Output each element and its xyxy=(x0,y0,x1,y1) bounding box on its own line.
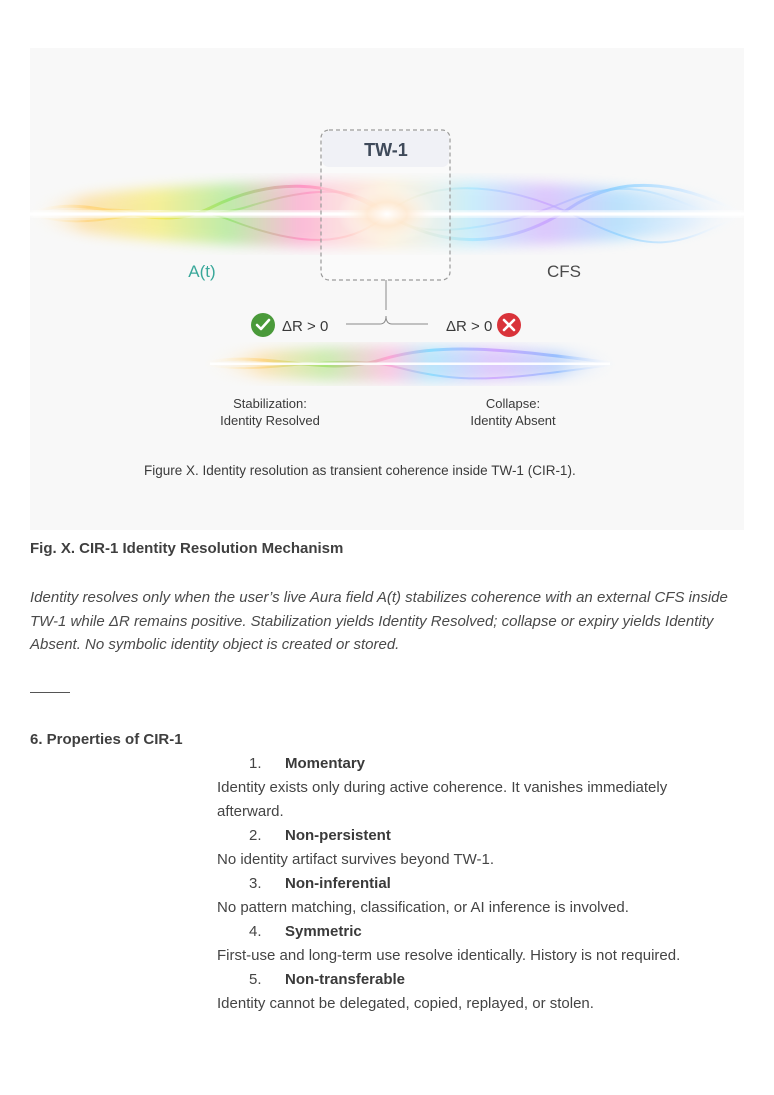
right-outcome-line1: Collapse: xyxy=(485,396,541,411)
secondary-wave-band xyxy=(200,346,620,382)
cfs-label: CFS xyxy=(547,262,581,281)
left-outcome-line2: Identity Resolved xyxy=(220,413,320,428)
properties-list xyxy=(217,752,757,1016)
property-name: Non-transferable xyxy=(285,971,406,988)
property-number: 5. xyxy=(249,971,262,988)
identity-resolution-figure xyxy=(30,48,744,530)
right-condition-text: ΔR > 0 xyxy=(446,318,493,335)
right-outcome-line2: Identity Absent xyxy=(470,413,556,428)
tw1-window xyxy=(321,130,450,280)
figure-caption-title: Fig. X. CIR-1 Identity Resolution Mechanism xyxy=(30,540,344,557)
property-number: 1. xyxy=(249,755,262,772)
property-number: 4. xyxy=(249,923,262,940)
property-item xyxy=(217,968,757,1016)
figure-svg xyxy=(30,48,744,530)
aura-field-label: A(t) xyxy=(188,262,216,281)
figure-description: Identity resolves only when the user’s live Aura field A(t) stabilizes coherence with an external CFS inside TW-1 while ΔR remains positive. Stabilization yields Identity Resolved; collapse or expiry yields Identity Absent. No symbolic identity object is created or stored. xyxy=(30,589,728,653)
tw1-label: TW-1 xyxy=(364,140,408,160)
property-description: No pattern matching, classification, or AI inference is involved. xyxy=(217,899,629,916)
property-number: 2. xyxy=(249,827,262,844)
property-description: Identity cannot be delegated, copied, replayed, or stolen. xyxy=(217,995,594,1012)
property-item xyxy=(217,872,757,920)
property-name: Symmetric xyxy=(285,923,362,940)
property-name: Non-persistent xyxy=(285,827,391,844)
collapse-condition xyxy=(446,313,521,337)
property-description: First-use and long-term use resolve identically. History is not required. xyxy=(217,947,681,964)
property-name: Momentary xyxy=(285,755,366,772)
property-description: Identity exists only during active coherence. It vanishes immediately afterward. xyxy=(217,779,668,820)
property-number: 3. xyxy=(249,875,262,892)
section-heading: 6. Properties of CIR-1 xyxy=(30,731,183,748)
figure-inner-caption: Figure X. Identity resolution as transient coherence inside TW-1 (CIR-1). xyxy=(144,463,576,478)
left-condition-text: ΔR > 0 xyxy=(282,318,329,335)
property-name: Non-inferential xyxy=(285,875,391,892)
section-divider xyxy=(30,692,70,693)
property-item xyxy=(217,752,757,824)
branch-connector xyxy=(346,280,428,324)
stabilization-condition xyxy=(251,313,328,337)
property-item xyxy=(217,920,757,968)
property-description: No identity artifact survives beyond TW-1. xyxy=(217,851,495,868)
left-outcome-line1: Stabilization: xyxy=(233,396,307,411)
property-item xyxy=(217,824,757,872)
